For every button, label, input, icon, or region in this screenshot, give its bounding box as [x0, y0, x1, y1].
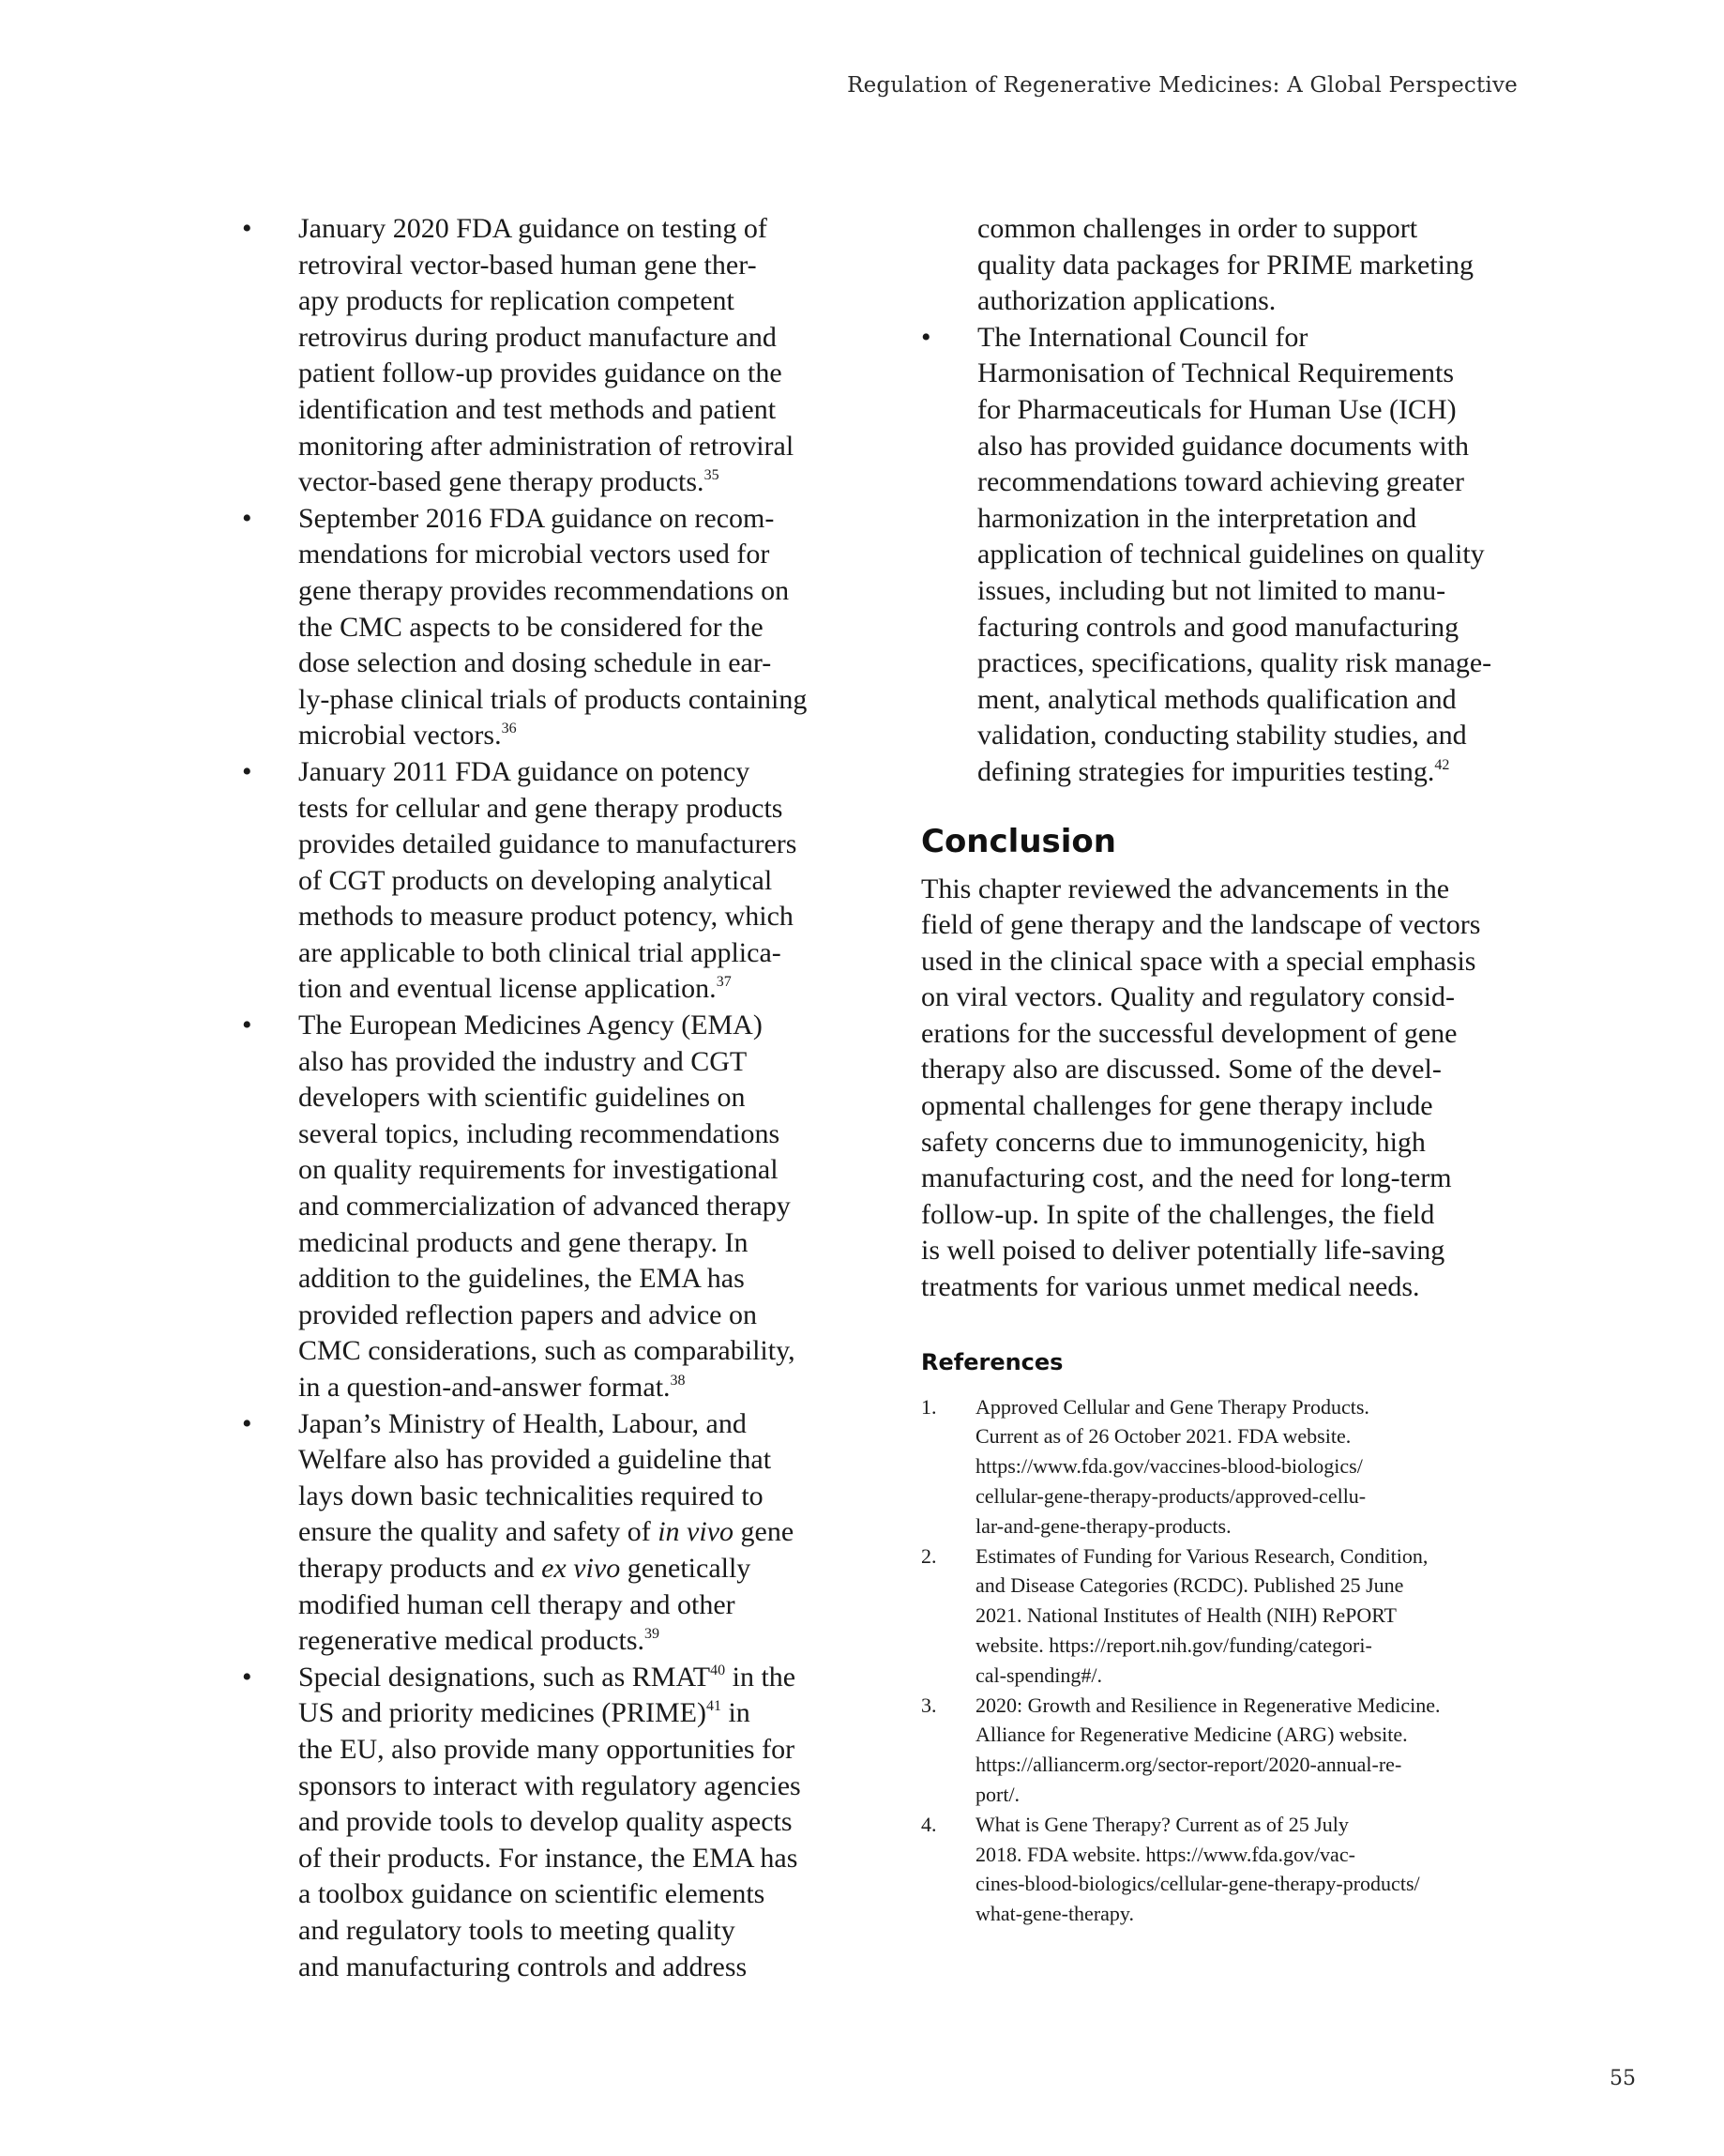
- text-line: recommendations toward achieving greater: [977, 466, 1464, 498]
- text-line: 2020: Growth and Resilience in Regenerative Medicine.: [975, 1693, 1441, 1717]
- footnote-ref[interactable]: 40: [710, 1662, 726, 1678]
- reference-number: 4.: [921, 1812, 937, 1836]
- text-line: follow-up. In spite of the challenges, the field: [921, 1198, 1435, 1230]
- section-heading-references: References: [921, 1348, 1064, 1375]
- text-line: The International Council for: [977, 321, 1308, 353]
- text-line: on viral vectors. Quality and regulatory consid-: [921, 981, 1456, 1013]
- text-line: issues, including but not limited to manu-: [977, 574, 1446, 606]
- text-line: on quality requirements for investigational: [298, 1154, 779, 1186]
- text-line: [298, 1695, 861, 1732]
- reference-item: [921, 1691, 1540, 1810]
- text-line: [298, 464, 861, 501]
- text-line: The European Medicines Agency (EMA): [298, 1010, 763, 1041]
- text-line: ly-phase clinical trials of products containing: [298, 683, 808, 715]
- bullet-icon: •: [242, 213, 252, 244]
- text-line: What is Gene Therapy? Current as of 25 July: [975, 1812, 1349, 1836]
- footnote-ref[interactable]: 35: [703, 467, 719, 484]
- text-line: Estimates of Funding for Various Research, Condition,: [975, 1543, 1429, 1568]
- page-number: 55: [1610, 2067, 1636, 2090]
- text-line: provides detailed guidance to manufacturers: [298, 828, 797, 860]
- text-line: common challenges in order to support: [977, 213, 1418, 244]
- reference-number: 3.: [921, 1693, 937, 1717]
- bullet-continuation: [921, 211, 1540, 320]
- text-line: Alliance for Regenerative Medicine (ARG) website.: [975, 1723, 1408, 1747]
- text-fragment: ensure the quality and safety of: [298, 1516, 658, 1548]
- text-line: 2021. National Institutes of Health (NIH) RePORT: [975, 1603, 1397, 1628]
- text-line: lays down basic technicalities required to: [298, 1480, 764, 1511]
- text-line: also has provided the industry and CGT: [298, 1045, 748, 1077]
- bullet-item-ema: [242, 1008, 861, 1406]
- text-line: methods to measure product potency, which: [298, 901, 794, 933]
- text-line: dose selection and dosing schedule in ear-: [298, 647, 772, 679]
- text-line: are applicable to both clinical trial applica-: [298, 936, 781, 968]
- text-line: is well poised to deliver potentially life-saving: [921, 1235, 1445, 1267]
- bullet-icon: •: [242, 502, 252, 534]
- text-line: practices, specifications, quality risk manage-: [977, 647, 1492, 679]
- conclusion-paragraph: [921, 872, 1540, 1306]
- text-line: ment, analytical methods qualification and: [977, 683, 1457, 715]
- bullet-item-japan-mhlw: [242, 1406, 861, 1660]
- text-line: used in the clinical space with a special emphasis: [921, 945, 1476, 977]
- reference-item: [921, 1810, 1540, 1929]
- reference-link[interactable]: cal-spending#/.: [975, 1663, 1103, 1687]
- text-line: the EU, also provide many opportunities for: [298, 1733, 795, 1765]
- text-line: also has provided guidance documents with: [977, 430, 1470, 462]
- text-line: [298, 1370, 861, 1406]
- text-fragment: genetically: [620, 1552, 751, 1584]
- text-line: [298, 718, 861, 754]
- text-line: field of gene therapy and the landscape of vectors: [921, 909, 1481, 941]
- text-line: tests for cellular and gene therapy products: [298, 792, 783, 824]
- text-line: This chapter reviewed the advancements in the: [921, 873, 1450, 904]
- text-line: authorization applications.: [977, 285, 1277, 317]
- text-line: Japan’s Ministry of Health, Labour, and: [298, 1407, 747, 1439]
- footnote-ref[interactable]: 41: [705, 1698, 721, 1715]
- text-line: January 2011 FDA guidance on potency: [298, 755, 750, 787]
- text-fragment: US and priority medicines (PRIME): [298, 1697, 706, 1729]
- text-fragment: regenerative medical products.: [298, 1625, 644, 1657]
- reference-link[interactable]: what-gene-therapy.: [975, 1902, 1134, 1926]
- reference-link[interactable]: port/.: [975, 1782, 1021, 1806]
- text-line: Approved Cellular and Gene Therapy Products.: [975, 1394, 1369, 1419]
- bullet-item-special-designations: [242, 1660, 861, 1985]
- text-line: erations for the successful development of gene: [921, 1017, 1458, 1049]
- text-line: CMC considerations, such as comparability,: [298, 1335, 795, 1367]
- text-line: developers with scientific guidelines on: [298, 1082, 746, 1114]
- bullet-icon: •: [242, 1010, 252, 1041]
- text-line: harmonization in the interpretation and: [977, 502, 1417, 534]
- reference-number: 1.: [921, 1394, 937, 1419]
- text-line: and provide tools to develop quality aspects: [298, 1806, 793, 1838]
- text-line: gene therapy provides recommendations on: [298, 574, 790, 606]
- text-line: [977, 754, 1540, 791]
- text-line: [298, 971, 861, 1008]
- bullet-icon: •: [242, 755, 252, 787]
- text-line: patient follow-up provides guidance on the: [298, 357, 782, 389]
- text-fragment: in the: [725, 1661, 796, 1693]
- text-line: addition to the guidelines, the EMA has: [298, 1263, 745, 1295]
- text-line: retroviral vector-based human gene ther-: [298, 249, 757, 281]
- reference-link[interactable]: cines-blood-biologics/cellular-gene-therapy-products/: [975, 1872, 1420, 1896]
- bullet-item-fda-2011: [242, 754, 861, 1008]
- text-line: and commercialization of advanced therapy: [298, 1191, 791, 1222]
- text-line: Harmonisation of Technical Requirements: [977, 357, 1455, 389]
- italic-term: in vivo: [658, 1516, 734, 1548]
- italic-term: ex vivo: [541, 1552, 621, 1584]
- bullet-item-fda-2020: [242, 211, 861, 501]
- reference-link[interactable]: https://alliancerm.org/sector-report/2020-annual-re-: [975, 1753, 1402, 1777]
- text-fragment: gene: [733, 1516, 794, 1548]
- text-line: several topics, including recommendations: [298, 1117, 780, 1149]
- footnote-ref[interactable]: 36: [501, 721, 517, 737]
- text-line: for Pharmaceuticals for Human Use (ICH): [977, 393, 1457, 425]
- text-line: mendations for microbial vectors used for: [298, 539, 770, 570]
- right-column: [921, 211, 1540, 1929]
- text-line: facturing controls and good manufacturing: [977, 611, 1459, 643]
- text-line: provided reflection papers and advice on: [298, 1298, 757, 1330]
- footnote-ref[interactable]: 38: [670, 1373, 686, 1389]
- running-header: Regulation of Regenerative Medicines: A Global Perspective: [847, 73, 1518, 98]
- text-fragment: tion and eventual license application.: [298, 973, 717, 1005]
- text-line: Current as of 26 October 2021. FDA website.: [975, 1424, 1352, 1449]
- text-line: medicinal products and gene therapy. In: [298, 1226, 749, 1258]
- text-line: [298, 1623, 861, 1660]
- text-line: apy products for replication competent: [298, 285, 734, 317]
- text-line: January 2020 FDA guidance on testing of: [298, 213, 767, 244]
- reference-link[interactable]: cellular-gene-therapy-products/approved-cellu-: [975, 1484, 1367, 1509]
- text-line: the CMC aspects to be considered for the: [298, 611, 764, 643]
- text-line: [298, 1551, 861, 1587]
- text-line: therapy also are discussed. Some of the devel-: [921, 1054, 1442, 1086]
- reference-link[interactable]: lar-and-gene-therapy-products.: [975, 1513, 1232, 1538]
- footnote-ref[interactable]: 39: [644, 1626, 659, 1643]
- bullet-item-fda-2016: [242, 501, 861, 754]
- bullet-icon: •: [242, 1407, 252, 1439]
- text-line: sponsors to interact with regulatory agencies: [298, 1769, 801, 1801]
- bullet-icon: •: [921, 321, 931, 353]
- reference-number: 2.: [921, 1543, 937, 1568]
- bullet-item-ich: [921, 320, 1540, 791]
- text-line: quality data packages for PRIME marketing: [977, 249, 1474, 281]
- text-line: identification and test methods and patient: [298, 393, 777, 425]
- reference-link[interactable]: https://www.fda.gov/vaccines-blood-biologics/: [975, 1454, 1363, 1479]
- bullet-icon: •: [242, 1661, 252, 1693]
- text-fragment: vector-based gene therapy products.: [298, 466, 704, 498]
- reference-item: [921, 1392, 1540, 1541]
- text-line: [298, 1660, 861, 1696]
- text-line: of CGT products on developing analytical: [298, 864, 773, 896]
- text-line: of their products. For instance, the EMA has: [298, 1842, 798, 1874]
- text-fragment: microbial vectors.: [298, 720, 502, 752]
- text-line: manufacturing cost, and the need for long-term: [921, 1162, 1452, 1194]
- text-line: application of technical guidelines on quality: [977, 539, 1485, 570]
- section-heading-conclusion: Conclusion: [921, 822, 1116, 860]
- text-fragment: therapy products and: [298, 1552, 542, 1584]
- text-fragment: in: [720, 1697, 750, 1729]
- text-line: and regulatory tools to meeting quality: [298, 1914, 735, 1946]
- reference-item: [921, 1541, 1540, 1691]
- text-line: safety concerns due to immunogenicity, high: [921, 1126, 1426, 1158]
- text-fragment: Special designations, such as RMAT: [298, 1661, 711, 1693]
- text-line: treatments for various unmet medical needs.: [921, 1271, 1420, 1303]
- text-fragment: defining strategies for impurities testing.: [977, 755, 1435, 787]
- text-line: and manufacturing controls and address: [298, 1951, 748, 1982]
- text-line: opmental challenges for gene therapy include: [921, 1090, 1433, 1122]
- reference-link[interactable]: website. https://report.nih.gov/funding/categori-: [975, 1633, 1372, 1657]
- text-line: a toolbox guidance on scientific elements: [298, 1878, 765, 1910]
- reference-link[interactable]: 2018. FDA website. https://www.fda.gov/vac-: [975, 1842, 1355, 1866]
- text-line: [298, 1514, 861, 1551]
- text-line: September 2016 FDA guidance on recom-: [298, 502, 775, 534]
- text-line: modified human cell therapy and other: [298, 1588, 735, 1620]
- footnote-ref[interactable]: 37: [716, 974, 732, 991]
- text-line: Welfare also has provided a guideline that: [298, 1444, 772, 1476]
- footnote-ref[interactable]: 42: [1434, 756, 1450, 773]
- text-line: and Disease Categories (RCDC). Published 25 June: [975, 1573, 1404, 1598]
- text-line: monitoring after administration of retroviral: [298, 430, 794, 462]
- text-line: retrovirus during product manufacture and: [298, 321, 777, 353]
- text-line: validation, conducting stability studies, and: [977, 720, 1467, 752]
- left-column: [242, 211, 861, 1985]
- reference-list: [921, 1392, 1540, 1929]
- text-fragment: in a question-and-answer format.: [298, 1372, 671, 1403]
